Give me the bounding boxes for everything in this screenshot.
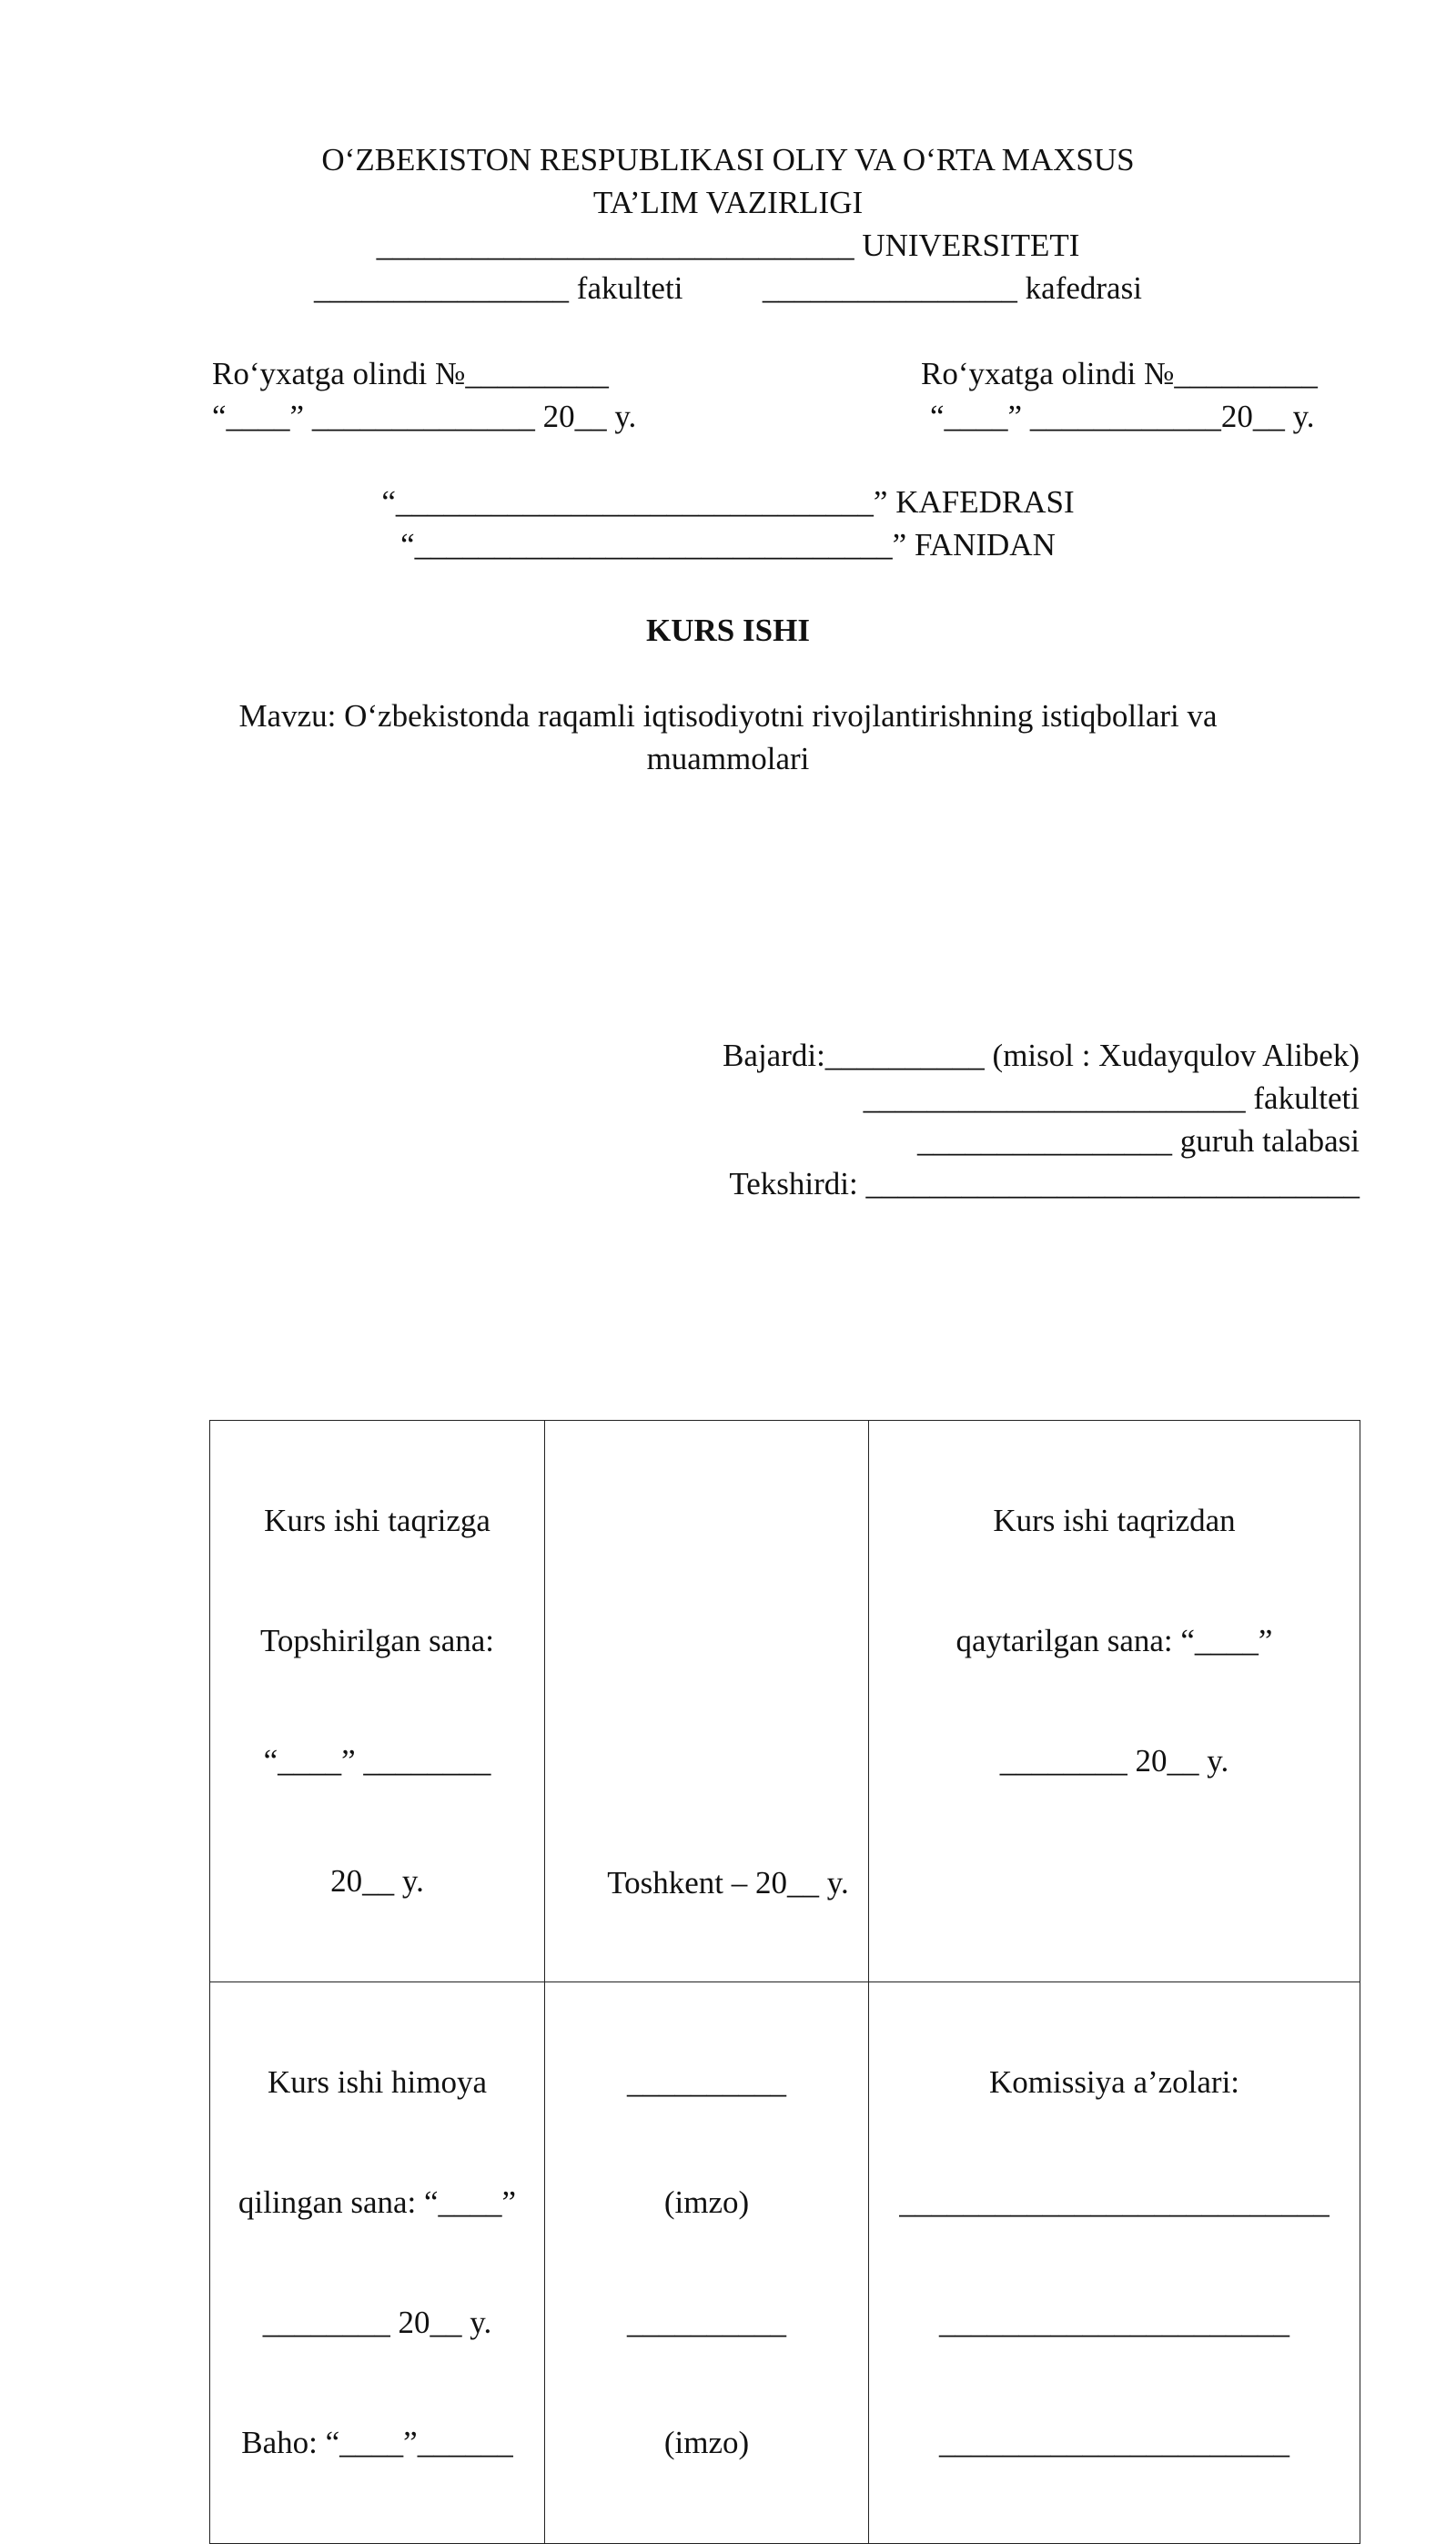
document-title: KURS ISHI [646, 613, 810, 648]
ministry-line-1: O‘ZBEKISTON RESPUBLIKASI OLIY VA O‘RTA MAXSUS [321, 142, 1135, 177]
cell-text: __________ [627, 2064, 786, 2100]
university-line: ______________________________ UNIVERSITETI [376, 228, 1080, 263]
bajardi-line: Bajardi:__________ (misol : Xudayqulov Alibek) [723, 1038, 1360, 1073]
topic-line-2: muammolari [646, 741, 810, 776]
cell-text: ________ 20__ y. [999, 1743, 1229, 1779]
fan-line: “______________________________” FANIDAN [400, 527, 1056, 563]
ministry-line-2: TA’LIM VAZIRLIGI [592, 185, 864, 220]
cell-text: “____” ________ [263, 1743, 491, 1779]
cell-text: ______________________ [939, 2425, 1289, 2460]
cell-text: __________ [627, 2305, 786, 2340]
registration-left-number: Ro‘yxatga olindi №_________ [212, 356, 609, 391]
cell-text: ________ 20__ y. [262, 2305, 492, 2340]
cell-text: Kurs ishi taqrizdan [993, 1503, 1236, 1538]
cell-text: Kurs ishi himoya [267, 2064, 488, 2100]
footer-city-year: Toshkent – 20__ y. [607, 1865, 849, 1900]
registration-right-date: “____” ____________20__ y. [930, 399, 1315, 434]
cell-text: Kurs ishi taqrizga [264, 1503, 490, 1538]
cell-text: ______________________ [939, 2305, 1289, 2340]
commission-members-cell [869, 1982, 1360, 2544]
topic-line-1: Mavzu: O‘zbekistonda raqamli iqtisodiyotni rivojlantirishning istiqbollari va [238, 698, 1218, 734]
cell-text: (imzo) [663, 2425, 750, 2460]
cell-text: ___________________________ [899, 2184, 1330, 2220]
student-group-line: ________________ guruh talabasi [916, 1123, 1360, 1159]
defense-date-cell [210, 1982, 545, 2544]
review-table [209, 1420, 1360, 2544]
student-faculty-line: ________________________ fakulteti [863, 1080, 1360, 1116]
cell-text: 20__ y. [330, 1863, 424, 1899]
cell-text: qaytarilgan sana: “____” [956, 1623, 1273, 1658]
tekshirdi-line: Tekshirdi: _______________________________ [729, 1166, 1360, 1201]
cell-text: qilingan sana: “____” [238, 2184, 517, 2220]
kafedra-line: “______________________________” KAFEDRASI [381, 484, 1075, 520]
cell-text: Topshirilgan sana: [259, 1623, 495, 1658]
faculty-department-line: ________________ fakulteti ________________ kafedrasi [314, 270, 1142, 306]
signature-cell [545, 1982, 869, 2544]
registration-left-date: “____” ______________ 20__ y. [212, 399, 637, 434]
table-row [210, 1982, 1360, 2544]
registration-right-number: Ro‘yxatga olindi №_________ [921, 356, 1318, 391]
cell-text: Komissiya a’zolari: [988, 2064, 1240, 2100]
cell-text: (imzo) [663, 2184, 750, 2220]
cell-text: Baho: “____”______ [241, 2425, 513, 2460]
